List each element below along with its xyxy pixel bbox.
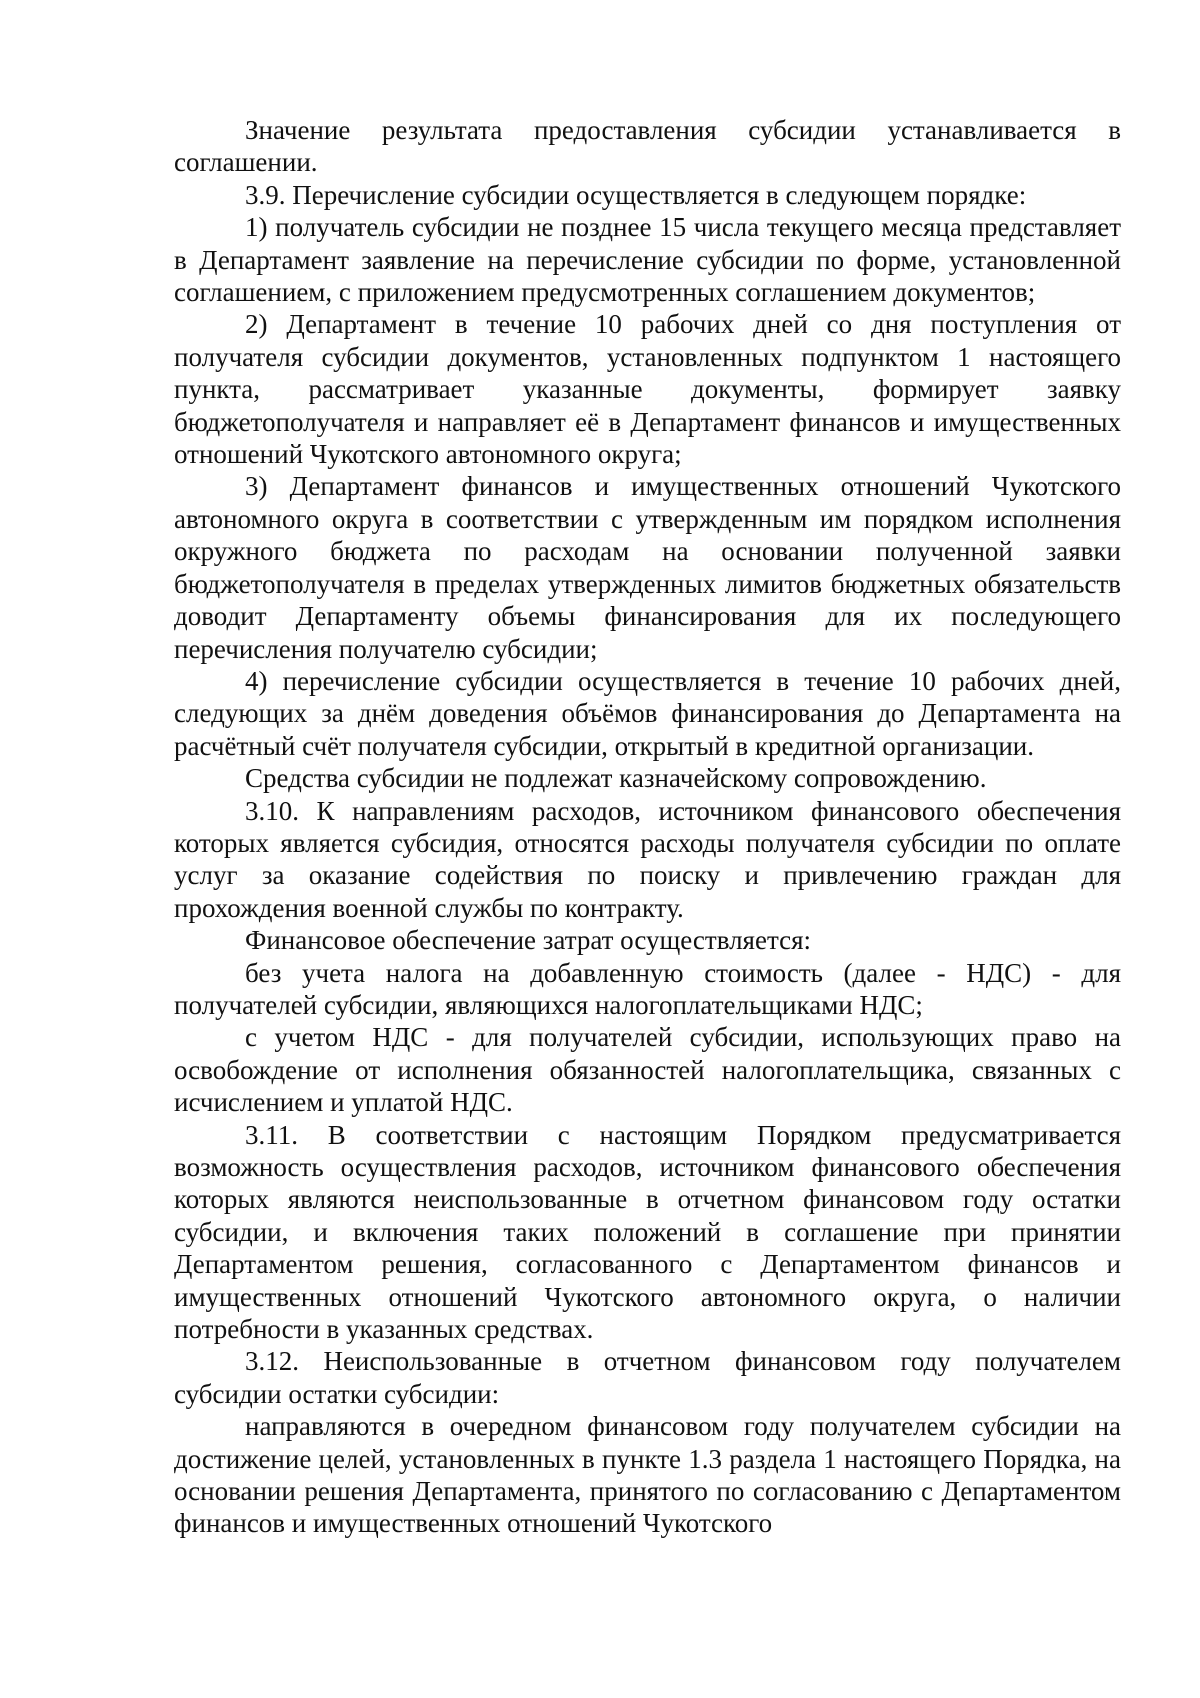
paragraph-3-9-item-2: 2) Департамент в течение 10 рабочих дней со дня поступления от получателя субсидии документов, установленных подпунктом 1 настоящего пункта, рассматривает указанные документы, формирует заявку бюджетополучателя и направляет её в Департамент финансов и имущественных отношений Чукотского автономного округа; bbox=[174, 309, 1121, 470]
document-body bbox=[174, 114, 1121, 1540]
paragraph-treasury-support: Средства субсидии не подлежат казначейскому сопровождению. bbox=[245, 763, 987, 794]
paragraph-3-12-directed: направляются в очередном финансовом году получателем субсидии на достижение целей, установленных в пункте 1.3 раздела 1 настоящего Порядка, на основании решения Департамента, принятого по согласованию с Департаментом финансов и имущественных отношений Чукотского bbox=[174, 1411, 1121, 1539]
paragraph-with-vat: с учетом НДС - для получателей субсидии, использующих право на освобождение от исполнения обязанностей налогоплательщика, связанных с исчислением и уплатой НДС. bbox=[174, 1022, 1121, 1118]
paragraph-3-9-item-1: 1) получатель субсидии не позднее 15 числа текущего месяца представляет в Департамент заявление на перечисление субсидии по форме, установленной соглашением, с приложением предусмотренных соглашением документов; bbox=[174, 212, 1121, 308]
paragraph-3-9: 3.9. Перечисление субсидии осуществляется в следующем порядке: bbox=[245, 179, 1027, 210]
paragraph-3-9-item-3: 3) Департамент финансов и имущественных отношений Чукотского автономного округа в соответствии с утвержденным им порядком исполнения окружного бюджета по расходам на основании полученной заявки бюджетополучателя в пределах утвержденных лимитов бюджетных обязательств доводит Департаменту объемы финансирования для их последующего перечисления получателю субсидии; bbox=[174, 471, 1121, 664]
paragraph-3-12: 3.12. Неиспользованные в отчетном финансовом году получателем субсидии остатки субсидии: bbox=[174, 1346, 1121, 1409]
paragraph-3-9-item-4: 4) перечисление субсидии осуществляется в течение 10 рабочих дней, следующих за днём доведения объёмов финансирования до Департамента на расчётный счёт получателя субсидии, открытый в кредитной организации. bbox=[174, 665, 1121, 761]
paragraph-3-10: 3.10. К направлениям расходов, источником финансового обеспечения которых является субсидия, относятся расходы получателя субсидии по оплате услуг за оказание содействия по поиску и привлечению граждан для прохождения военной службы по контракту. bbox=[174, 795, 1121, 923]
paragraph-result-value: Значение результата предоставления субсидии устанавливается в соглашении. bbox=[174, 115, 1121, 178]
paragraph-3-11: 3.11. В соответствии с настоящим Порядком предусматривается возможность осуществления расходов, источником финансового обеспечения которых являются неиспользованные в отчетном финансовом году остатки субсидии, и включения таких положений в соглашение при принятии Департаментом решения, согласованного с Департаментом финансов и имущественных отношений Чукотского автономного округа, о наличии потребности в указанных средствах. bbox=[174, 1119, 1121, 1345]
paragraph-financing-intro: Финансовое обеспечение затрат осуществляется: bbox=[245, 925, 811, 956]
paragraph-without-vat: без учета налога на добавленную стоимость (далее - НДС) - для получателей субсидии, являющихся налогоплательщиками НДС; bbox=[174, 957, 1121, 1020]
